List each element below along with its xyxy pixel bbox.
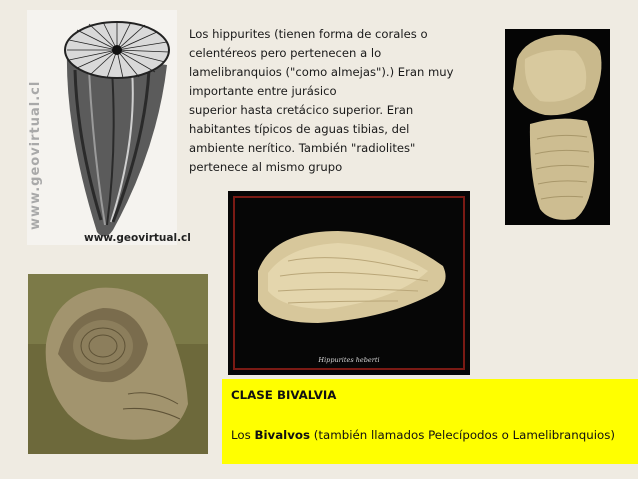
hippurites-heberti-photo: [228, 191, 470, 375]
rudist-fossil-photo: [28, 274, 208, 454]
photo-caption: Hippurites heberti: [318, 356, 380, 364]
para-line: superior hasta cretácico superior. Eran: [189, 103, 414, 117]
para-line: Los hippurites (tienen forma de corales o: [189, 27, 428, 41]
clase-text-prefix: Los: [231, 428, 255, 442]
clase-title: CLASE BIVALVIA: [231, 388, 337, 402]
clase-text-bold: Bivalvos: [254, 428, 311, 442]
para-line: lamelibranquios ("como almejas").) Eran muy: [189, 65, 454, 79]
watermark-bottom: www.geovirtual.cl: [84, 232, 191, 244]
para-line: ambiente nerítico. También "radiolites": [189, 141, 416, 155]
clase-text-suffix: (también llamados Pelecípodos o Lamelibranquios): [310, 428, 615, 442]
radiolites-fossil-photo: [505, 29, 610, 225]
hippurites-description: [189, 25, 499, 177]
para-line: habitantes típicos de aguas tibias, del: [189, 122, 410, 136]
para-line: importante entre jurásico: [189, 84, 337, 98]
para-line: celentéreos pero pertenecen a lo: [189, 46, 382, 60]
clase-description: [231, 425, 626, 445]
clase-bivalvia-box: [222, 379, 638, 464]
para-line: pertenece al mismo grupo: [189, 160, 343, 174]
hippurite-engraving-image: [27, 10, 177, 245]
watermark-vertical: www.geovirtual.cl: [28, 80, 43, 230]
